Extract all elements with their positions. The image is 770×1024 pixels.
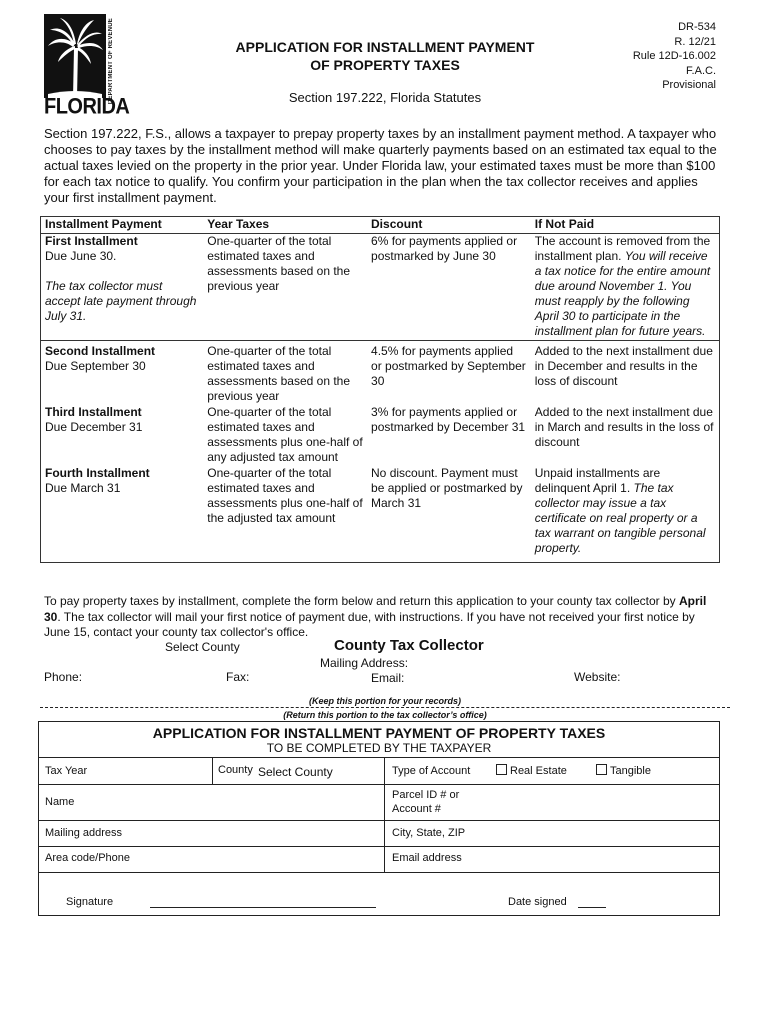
form-row-divider <box>38 784 720 785</box>
mailing-address-label: Mailing Address: <box>320 656 409 670</box>
installment-due: Due March 31 <box>45 481 121 495</box>
if-not-paid-cell: Added to the next installment due in March and results in the loss of discount <box>531 405 720 466</box>
installment-note: The tax collector must accept late payment through July 31. <box>45 279 197 323</box>
if-not-paid-cell: The account is removed from the installment plan. You will receive a tax notice for the entire amount due around November 1. You must reapply by the following April 30 to participate in the installment plan for future years. <box>531 234 720 341</box>
if-not-paid-cell: Added to the next installment due in December and results in the loss of discount <box>531 341 720 406</box>
title-line-2: OF PROPERTY TAXES <box>310 57 460 73</box>
installment-due: Due June 30. <box>45 249 117 263</box>
form-fac: F.A.C. <box>686 64 716 77</box>
installment-name: Fourth Installment <box>45 466 150 480</box>
form-revision: R. 12/21 <box>674 35 716 48</box>
form-column-divider <box>212 757 213 784</box>
form-row-divider <box>38 757 720 758</box>
checkbox-icon[interactable] <box>496 764 507 775</box>
signature-label: Signature <box>66 896 114 908</box>
form-subtitle: TO BE COMPLETED BY THE TAXPAYER <box>266 741 492 755</box>
email-address-field[interactable]: Email address <box>392 852 462 864</box>
department-label: DEPARTMENT OF REVENUE <box>108 18 114 105</box>
discount-cell: 6% for payments applied or postmarked by June 30 <box>367 234 531 341</box>
table-row <box>41 234 720 341</box>
discount-cell: 4.5% for payments applied or postmarked by September 30 <box>371 344 526 388</box>
if-not-paid-cell: Unpaid installments are delinquent April 1. The tax collector may issue a tax certificate on real property or a tax warrant on tangible personal property. <box>531 466 720 563</box>
city-state-zip-field[interactable]: City, State, ZIP <box>392 827 466 839</box>
column-header: If Not Paid <box>531 217 720 234</box>
statute-subtitle: Section 197.222, Florida Statutes <box>288 90 482 105</box>
column-header: Installment Payment <box>41 217 204 234</box>
year-taxes-cell: One-quarter of the total estimated taxes and assessments based on the previous year <box>203 234 367 341</box>
discount-cell: No discount. Payment must be applied or postmarked by March 31 <box>367 466 531 563</box>
cut-line <box>40 707 730 708</box>
installment-due: Due September 30 <box>45 359 146 373</box>
date-signed-line[interactable] <box>578 898 606 908</box>
name-field[interactable]: Name <box>45 796 75 808</box>
county-label: County <box>218 764 253 776</box>
installment-name: First Installment <box>45 234 138 248</box>
year-taxes-cell: One-quarter of the total estimated taxes and assessments based on the previous year <box>207 344 351 403</box>
table-row <box>41 341 720 406</box>
return-portion-note: (Return this portion to the tax collector’s office) <box>283 710 487 720</box>
year-taxes-cell: One-quarter of the total estimated taxes and assessments plus one-half of any adjusted tax amount <box>207 405 363 464</box>
installment-schedule-table <box>40 216 720 563</box>
installment-due: Due December 31 <box>45 420 143 434</box>
parcel-id-field[interactable]: Parcel ID # or Account # <box>392 789 460 815</box>
form-column-divider <box>384 757 385 872</box>
table-row <box>41 466 720 563</box>
form-row-divider <box>38 872 720 873</box>
tax-year-field[interactable]: Tax Year <box>45 765 88 777</box>
page-title <box>200 38 570 74</box>
website-label: Website: <box>574 670 621 684</box>
form-row-divider <box>38 846 720 847</box>
discount-cell: 3% for payments applied or postmarked by December 31 <box>371 405 526 434</box>
area-code-phone-field[interactable]: Area code/Phone <box>45 852 131 864</box>
title-line-1: APPLICATION FOR INSTALLMENT PAYMENT <box>235 39 535 55</box>
form-identifier <box>633 20 716 93</box>
column-header: Discount <box>367 217 531 234</box>
date-signed-label: Date signed <box>508 896 567 908</box>
form-number: DR-534 <box>678 21 716 33</box>
form-row-divider <box>38 820 720 821</box>
instructions-paragraph: To pay property taxes by installment, complete the form below and return this application to your county tax collector by April 30. The tax collector will mail your first notice of payment due, with instructions. If you have not received your first notice by June 15, contact your county tax collector's office. <box>44 594 707 639</box>
year-taxes-cell: One-quarter of the total estimated taxes and assessments plus one-half of the adjusted tax amount <box>203 466 367 563</box>
phone-label: Phone: <box>44 670 83 684</box>
fax-label: Fax: <box>226 670 250 684</box>
tangible-option[interactable]: Tangible <box>596 764 651 777</box>
intro-paragraph: Section 197.222, F.S., allows a taxpayer to prepay property taxes by an installment payment method. A taxpayer who chooses to pay taxes by the installment method will make quarterly payments based on an estimated tax equal to the actual taxes levied on the property in the prior year. Under Florida law, your estimated taxes must be more than $100 for each tax notice to qualify. You confirm your participation in the plan when the tax collector receives and applies your first installment payment. <box>44 126 717 205</box>
form-rule: Rule 12D-16.002 <box>632 50 716 62</box>
column-header: Year Taxes <box>203 217 367 234</box>
form-title: APPLICATION FOR INSTALLMENT PAYMENT OF PROPERTY TAXES <box>152 725 606 741</box>
real-estate-option[interactable]: Real Estate <box>496 764 567 777</box>
keep-portion-note: (Keep this portion for your records) <box>308 696 461 706</box>
installment-name: Second Installment <box>45 344 156 358</box>
type-of-account-label: Type of Account <box>392 765 471 777</box>
form-county-select[interactable]: Select County <box>258 765 333 779</box>
logo-wordmark: FLORIDA <box>44 94 130 120</box>
signature-line[interactable] <box>150 898 376 908</box>
checkbox-icon[interactable] <box>596 764 607 775</box>
email-label: Email: <box>371 671 405 685</box>
form-status: Provisional <box>662 79 716 91</box>
mailing-address-field[interactable]: Mailing address <box>45 827 123 839</box>
installment-name: Third Installment <box>45 405 142 419</box>
table-header-row <box>41 217 720 234</box>
table-row <box>41 405 720 466</box>
county-tax-collector-heading: County Tax Collector <box>334 637 484 654</box>
county-select-dropdown[interactable]: Select County <box>165 640 240 654</box>
